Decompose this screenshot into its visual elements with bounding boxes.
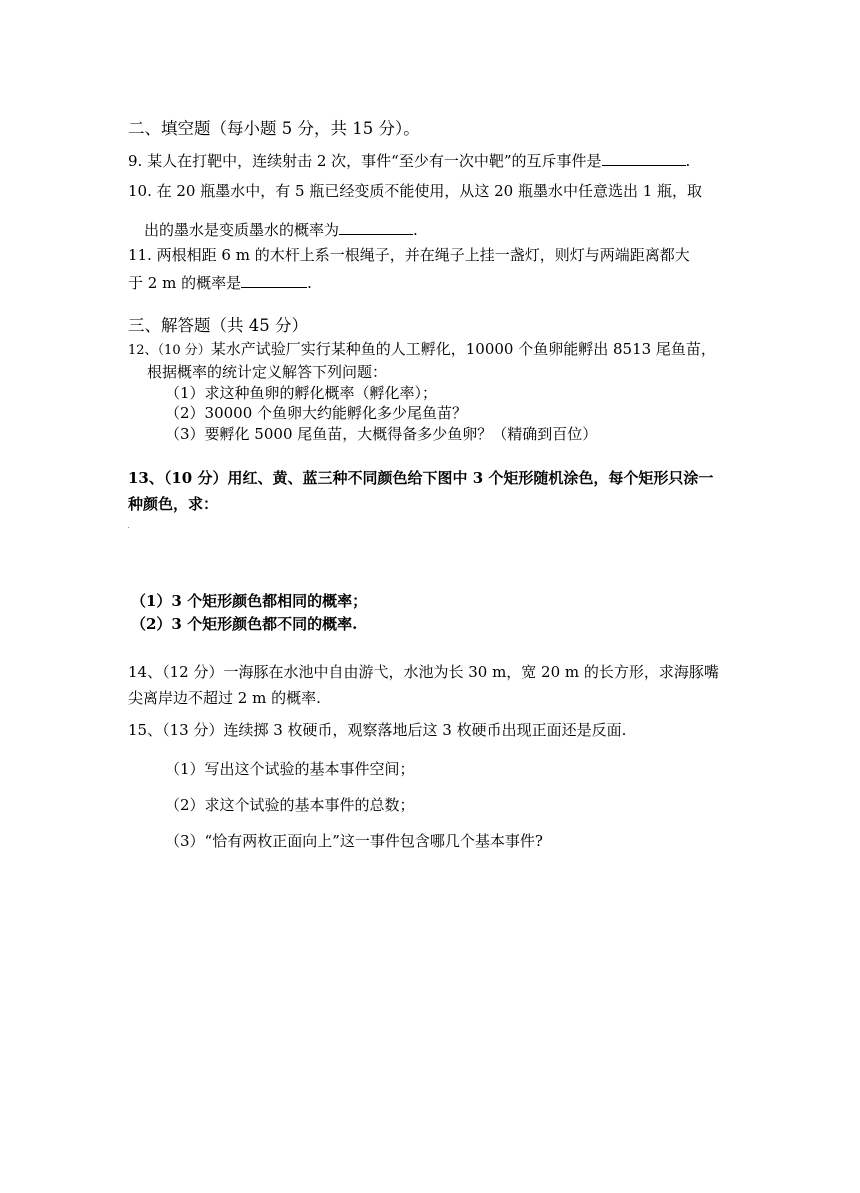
question-10-answer-blank[interactable]: [339, 220, 413, 235]
question-13-part-1: （1）3 个矩形颜色都相同的概率；: [131, 592, 368, 610]
question-14-line-1: 14、（12 分）一海豚在水池中自由游弋，水池为长 30 m，宽 20 m 的长方形，求海豚嘴: [128, 663, 719, 681]
question-15-part-3: （3）“恰有两枚正面向上”这一事件包含哪几个基本事件?: [165, 832, 543, 850]
question-9: [128, 151, 690, 169]
question-14-line-2: 尖离岸边不超过 2 m 的概率.: [128, 689, 321, 707]
missing-figure-placeholder: [128, 527, 129, 528]
question-12-part-3: （3）要孵化 5000 尾鱼苗，大概得备多少鱼卵？（精确到百位）: [165, 425, 598, 443]
question-13-line-1: 13、（10 分）用红、黄、蓝三种不同颜色给下图中 3 个矩形随机涂色，每个矩形只涂一: [128, 469, 714, 487]
question-12-line-2: 根据概率的统计定义解答下列问题：: [147, 363, 388, 381]
question-12-text: 某水产试验厂实行某种鱼的人工孵化，10000 个鱼卵能孵出 8513 尾鱼苗，: [210, 340, 716, 358]
question-12-number: 12、: [128, 343, 158, 358]
question-10-line-2: [144, 220, 418, 238]
section2-heading: 二、填空题（每小题 5 分，共 15 分）。: [128, 119, 420, 138]
question-11-text: 于 2 m 的概率是: [128, 274, 242, 292]
question-9-period: .: [685, 152, 691, 170]
question-12-score: （10 分）: [157, 343, 211, 358]
question-15-line-1: 15、（13 分）连续掷 3 枚硬币，观察落地后这 3 枚硬币出现正面还是反面.: [128, 721, 627, 739]
question-12-part-2: （2）30000 个鱼卵大约能孵化多少尾鱼苗？: [165, 404, 468, 422]
question-9-answer-blank[interactable]: [602, 151, 686, 166]
section3-heading: 三、解答题（共 45 分）: [128, 316, 308, 335]
question-10-text: 出的墨水是变质墨水的概率为: [144, 221, 340, 239]
question-11-answer-blank[interactable]: [241, 273, 307, 288]
question-15-part-1: （1）写出这个试验的基本事件空间；: [165, 760, 415, 778]
question-10-line-1: 10. 在 20 瓶墨水中，有 5 瓶已经变质不能使用，从这 20 瓶墨水中任意选出 1 瓶，取: [128, 182, 703, 200]
question-11-line-2: [128, 273, 312, 291]
question-15-part-2: （2）求这个试验的基本事件的总数；: [165, 796, 415, 814]
question-11-period: .: [307, 274, 312, 292]
question-13-line-2: 种颜色，求：: [128, 495, 219, 513]
question-12-line-1: [128, 342, 716, 357]
question-12-part-1: （1）求这种鱼卵的孵化概率（孵化率）；: [165, 384, 438, 402]
question-11-line-1: 11. 两根相距 6 m 的木杆上系一根绳子，并在绳子上挂一盏灯，则灯与两端距离都大: [128, 246, 690, 264]
question-10-period: .: [413, 221, 418, 239]
question-13-part-2: （2）3 个矩形颜色都不同的概率.: [131, 615, 358, 633]
question-9-text: 9. 某人在打靶中，连续射击 2 次，事件“至少有一次中靶”的互斥事件是: [128, 152, 602, 170]
